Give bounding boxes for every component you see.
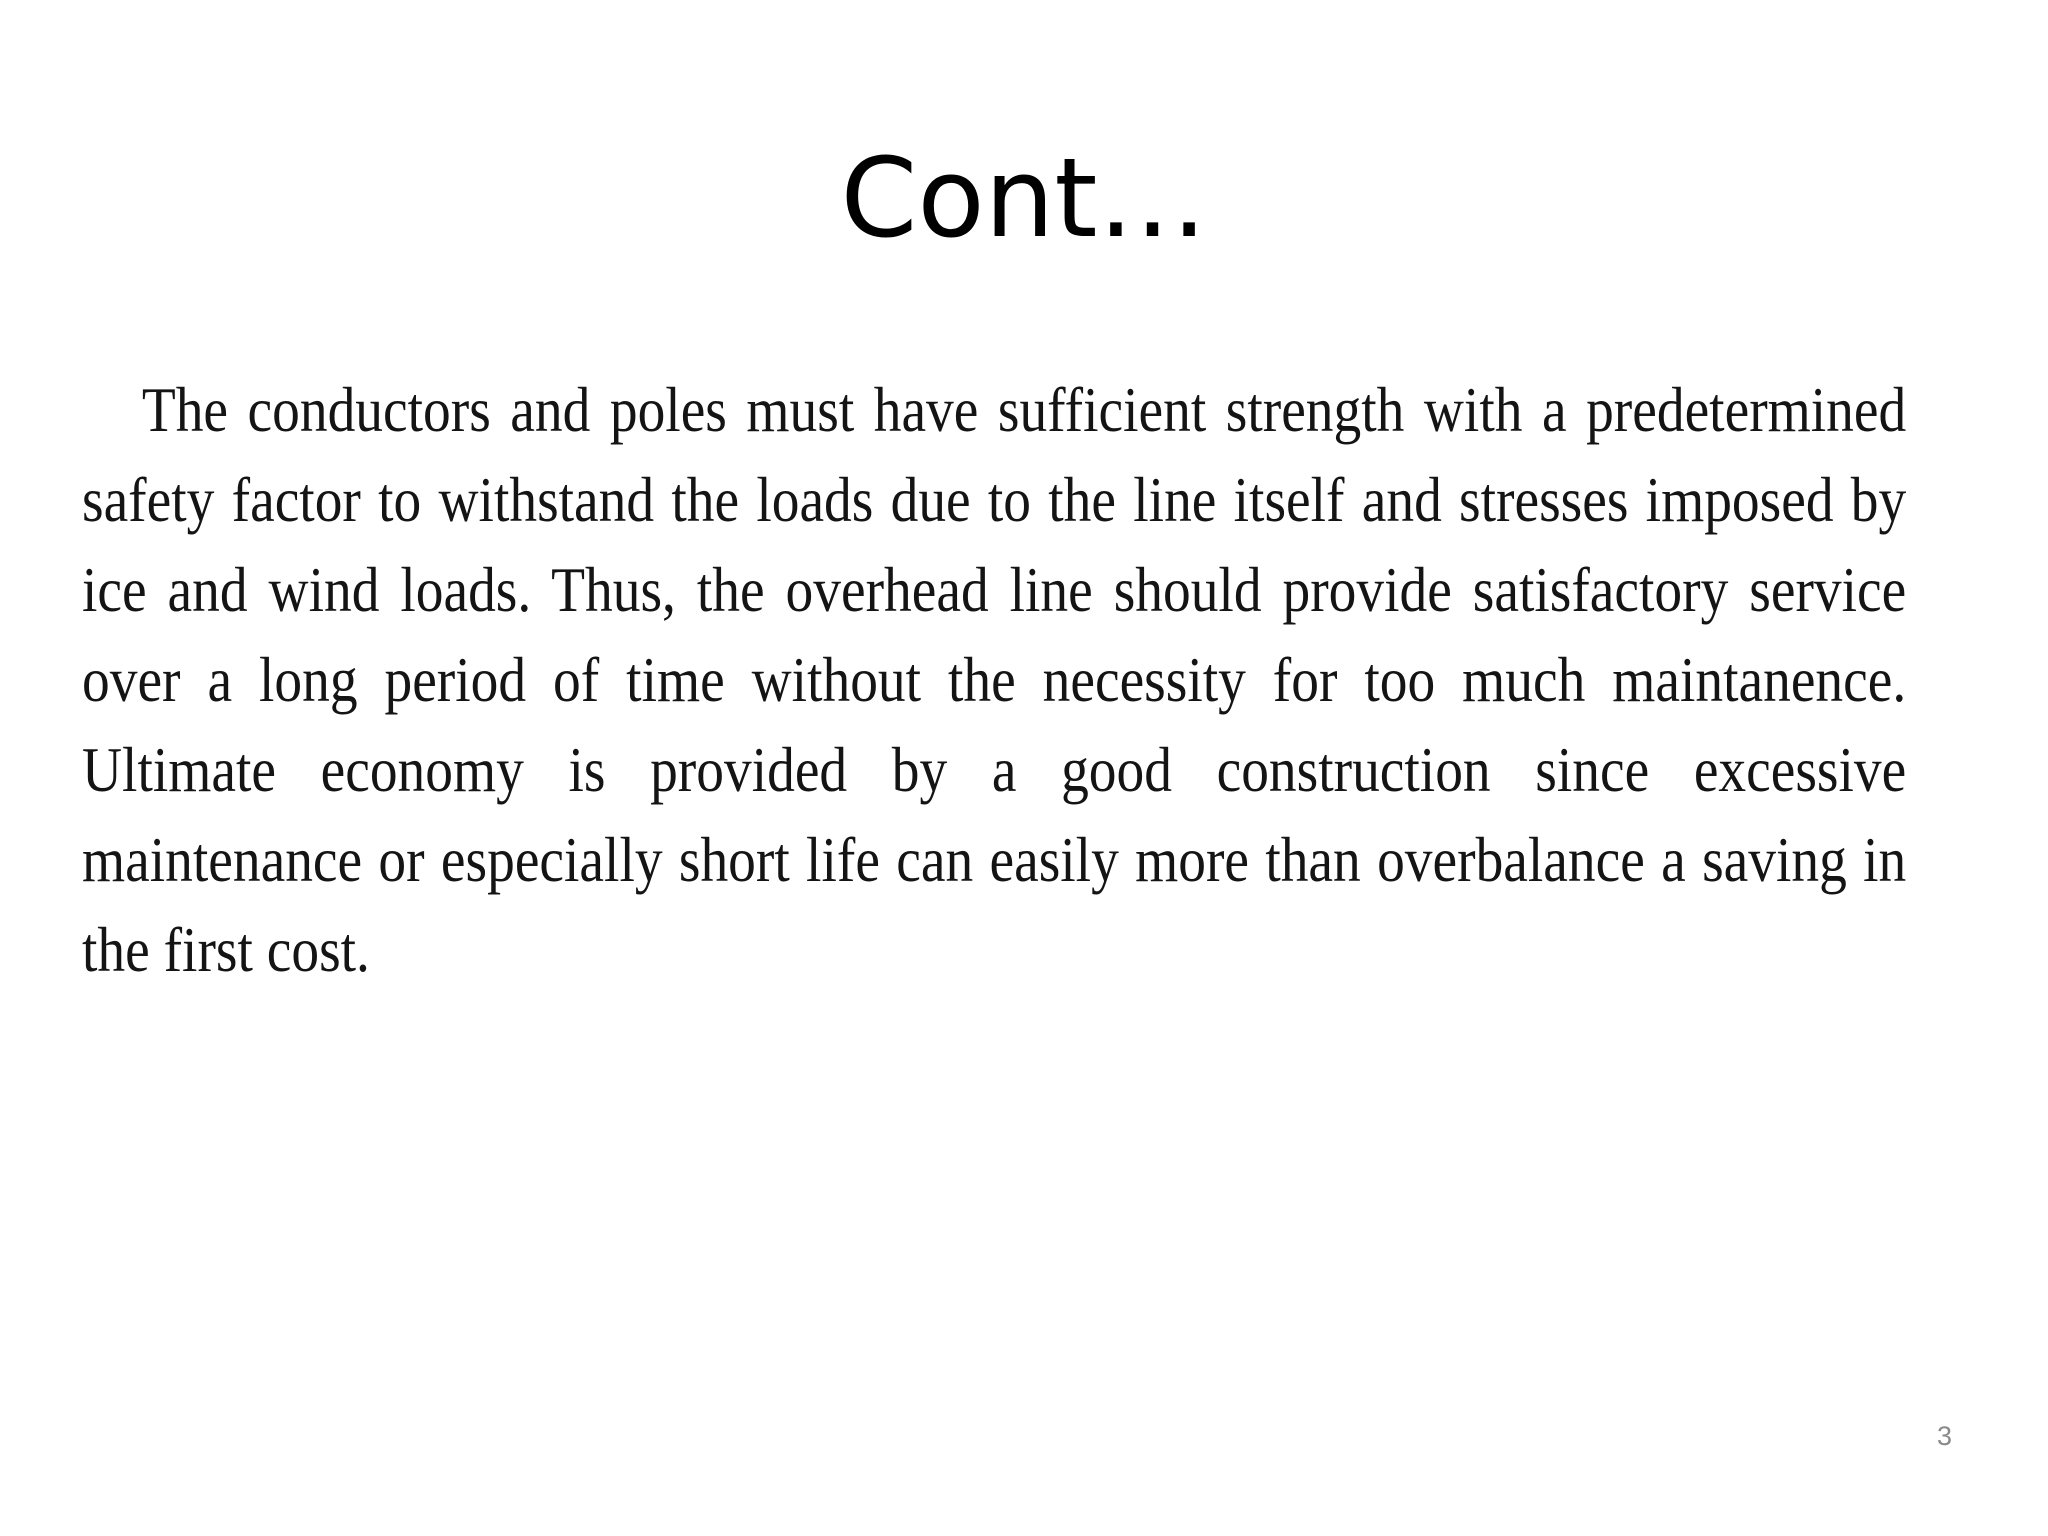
- page-number: 3: [1936, 1421, 1952, 1451]
- slide-body-text: The conductors and poles must have sufficient strength with a predetermined safety factor to withstand the loads due to the line itself and stresses imposed by ice and wind loads. Thus, the overhead line should provide satisfactory service over a long period of time without the necessity for too much maintanence. Ultimate economy is provided by a good construction since excessive maintenance or especially short life can easily more than overbalance a saving in the first cost.: [82, 375, 1907, 985]
- slide-title: Cont…: [840, 134, 1208, 262]
